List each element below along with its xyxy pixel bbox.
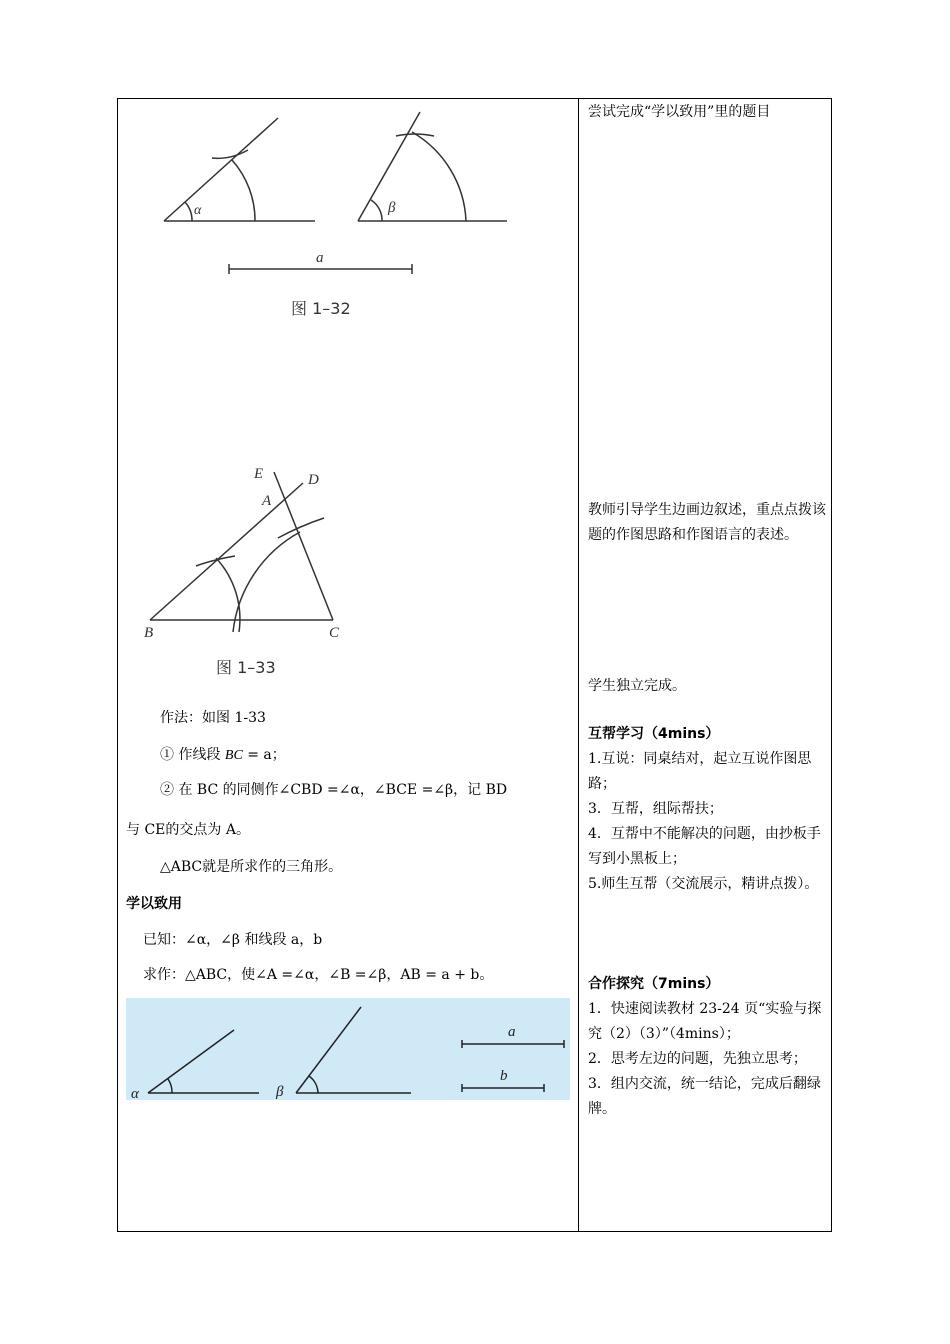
alpha-cross-arc xyxy=(212,150,248,158)
apply-alpha-label: α xyxy=(131,1086,139,1100)
label-e: E xyxy=(254,466,264,482)
apply-construct: 求作：△ABC，使∠A =∠α，∠B =∠β，AB = a + b。 xyxy=(143,967,494,983)
label-d: D xyxy=(308,472,319,488)
segment-a-label: a xyxy=(316,250,324,266)
mutual-heading: 互帮学习（4mins） xyxy=(588,726,720,742)
coop-item-1: 1．快速阅读教材 23-24 页“实验与探究（2）（3）”（4mins）； xyxy=(588,1001,822,1042)
alpha-label: α xyxy=(194,203,202,218)
figure-1-33-caption: 图 1–33 xyxy=(216,658,276,677)
method-intro: 作法：如图 1-33 xyxy=(160,710,266,726)
apply-figure xyxy=(126,998,570,1100)
alpha-arc xyxy=(232,160,255,221)
beta-arc xyxy=(412,132,466,221)
mutual-item-1: 1.互说：同桌结对，起立互说作图思路； xyxy=(588,751,812,792)
right-teacher-text: 教师引导学生边画边叙述，重点点拨该题的作图思路和作图语言的表述。 xyxy=(588,502,826,543)
cooperation-section xyxy=(588,972,826,1122)
mutual-item-5: 5.师生互帮（交流展示，精讲点拨）。 xyxy=(588,876,819,892)
ray-ce xyxy=(274,472,333,620)
arc-from-b xyxy=(216,558,240,632)
figure-1-32 xyxy=(150,110,530,290)
figure-1-33 xyxy=(140,460,370,645)
apply-beta-mark xyxy=(309,1076,318,1093)
mutual-item-4: 4．互帮中不能解决的问题，由抄板手写到小黑板上； xyxy=(588,826,821,867)
mutual-item-3: 3．互帮，组际帮扶； xyxy=(588,801,723,817)
beta-label: β xyxy=(388,200,396,216)
apply-given: 已知：∠α，∠β 和线段 a，b xyxy=(143,932,323,948)
alpha-ray xyxy=(164,118,278,221)
method-step-2-cont: 与 CE的交点为 A。 xyxy=(126,822,250,838)
beta-cross-arc xyxy=(396,134,434,136)
apply-alpha-ray xyxy=(148,1030,234,1093)
method-step-2: ② 在 BC 的同侧作∠CBD =∠α，∠BCE =∠β，记 BD xyxy=(160,782,508,798)
apply-heading: 学以致用 xyxy=(126,896,182,912)
apply-alpha-mark xyxy=(168,1079,172,1093)
label-b: B xyxy=(144,625,154,641)
right-independent: 学生独立完成。 xyxy=(588,678,686,694)
coop-item-2: 2．思考左边的问题，先独立思考； xyxy=(588,1051,807,1067)
apply-beta-ray xyxy=(296,1007,361,1093)
beta-angle-mark xyxy=(371,200,382,221)
label-a: A xyxy=(262,493,272,509)
coop-heading: 合作探究（7mins） xyxy=(588,976,720,992)
label-c: C xyxy=(329,625,340,641)
mutual-help-section xyxy=(588,722,826,897)
apply-b-label: b xyxy=(500,1068,508,1084)
cross-arc-c xyxy=(278,518,324,538)
apply-a-label: a xyxy=(508,1024,516,1040)
alpha-angle-mark xyxy=(185,202,192,221)
column-divider xyxy=(578,98,579,1232)
ray-bd xyxy=(150,483,303,620)
method-step-1: ① 作线段 BC = a； xyxy=(160,747,286,763)
right-try-text: 尝试完成“学以致用”里的题目 xyxy=(588,104,771,120)
arc-from-c xyxy=(233,532,300,632)
method-conclusion: △ABC就是所求作的三角形。 xyxy=(160,859,343,875)
figure-1-32-caption: 图 1–32 xyxy=(291,299,351,318)
apply-beta-label: β xyxy=(276,1084,284,1100)
coop-item-3: 3．组内交流，统一结论，完成后翻绿牌。 xyxy=(588,1076,821,1117)
